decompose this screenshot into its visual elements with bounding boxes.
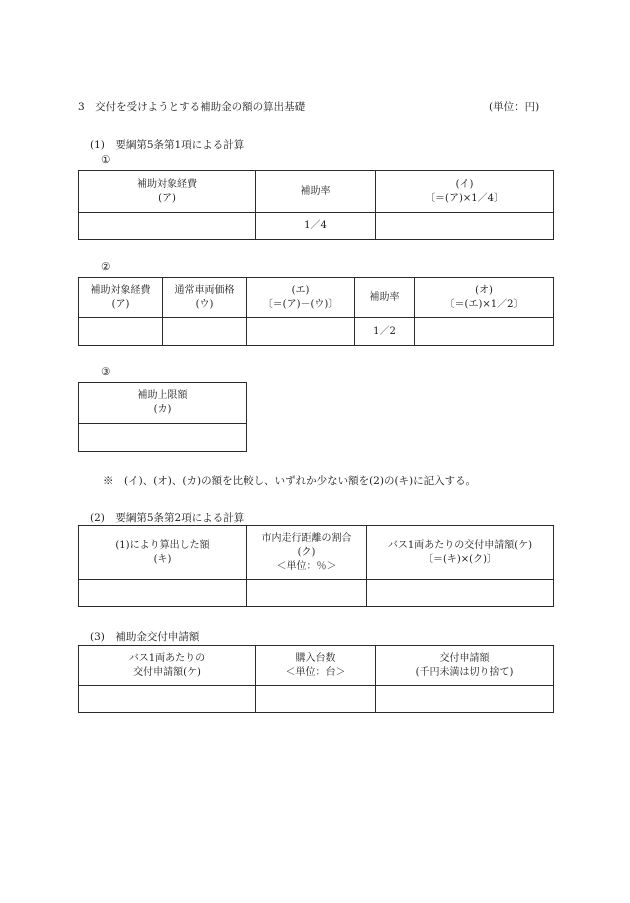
- rate-cell: 1／2: [355, 318, 415, 346]
- header-cell: 交付申請額 (千円未満は切り捨て): [376, 646, 554, 686]
- section3-heading: (3) 補助金交付申請額: [90, 631, 200, 643]
- input-cell[interactable]: [79, 213, 256, 240]
- table-header-row: [79, 278, 554, 318]
- section1-sub1-marker: ①: [101, 154, 111, 166]
- input-cell[interactable]: [79, 318, 163, 346]
- table-1-3: [78, 382, 247, 452]
- table-row: [79, 580, 554, 607]
- header-cell: 購入台数 ＜単位：台＞: [256, 646, 376, 686]
- input-cell[interactable]: [256, 686, 376, 713]
- header-cell: 通常車両価格 (ウ): [163, 278, 247, 318]
- input-cell[interactable]: [247, 580, 367, 607]
- input-cell[interactable]: [376, 686, 554, 713]
- table-2: [78, 525, 554, 607]
- header-cell: 補助率: [355, 278, 415, 318]
- header-cell: (オ) 〔＝(エ)×1／2〕: [415, 278, 554, 318]
- header-cell: (1)により算出した額 (キ): [79, 526, 247, 580]
- table-header-row: [79, 383, 247, 424]
- input-cell[interactable]: [79, 580, 247, 607]
- header-cell: 市内走行距離の割合 (ク) ＜単位：％＞: [247, 526, 367, 580]
- table-row: [79, 318, 554, 346]
- header-cell: 補助上限額 (カ): [79, 383, 247, 424]
- comparison-note: ※ (イ)、(オ)、(カ)の額を比較し、いずれか少ない額を(2)の(キ)に記入する。: [103, 475, 477, 487]
- table-header-row: [79, 646, 554, 686]
- table-header-row: [79, 526, 554, 580]
- table-3: [78, 645, 554, 713]
- header-cell: 補助対象経費 (ア): [79, 278, 163, 318]
- input-cell[interactable]: [79, 424, 247, 452]
- table-row: [79, 686, 554, 713]
- section1-sub3-marker: ③: [101, 366, 111, 378]
- section-title: 3 交付を受けようとする補助金の額の算出基礎: [78, 101, 306, 113]
- header-cell: (エ) 〔＝(ア)－(ウ)〕: [247, 278, 355, 318]
- header-cell: 補助対象経費 (ア): [79, 171, 256, 213]
- table-1-1: [78, 170, 554, 240]
- table-header-row: [79, 171, 554, 213]
- input-cell[interactable]: [79, 686, 256, 713]
- section1-sub2-marker: ②: [101, 261, 111, 273]
- input-cell[interactable]: [163, 318, 247, 346]
- rate-cell: 1／4: [256, 213, 376, 240]
- section2-heading: (2) 要綱第5条第2項による計算: [90, 512, 245, 524]
- header-cell: バス1両あたりの 交付申請額(ケ): [79, 646, 256, 686]
- header-cell: 補助率: [256, 171, 376, 213]
- input-cell[interactable]: [367, 580, 554, 607]
- input-cell[interactable]: [376, 213, 554, 240]
- unit-label: (単位：円): [489, 101, 540, 113]
- header-cell: (イ) 〔＝(ア)×1／4〕: [376, 171, 554, 213]
- input-cell[interactable]: [247, 318, 355, 346]
- table-row: [79, 213, 554, 240]
- header-cell: バス1両あたりの交付申請額(ケ) 〔＝(キ)×(ク)〕: [367, 526, 554, 580]
- input-cell[interactable]: [415, 318, 554, 346]
- section1-heading: (1) 要綱第5条第1項による計算: [90, 139, 245, 151]
- table-row: [79, 424, 247, 452]
- table-1-2: [78, 277, 554, 346]
